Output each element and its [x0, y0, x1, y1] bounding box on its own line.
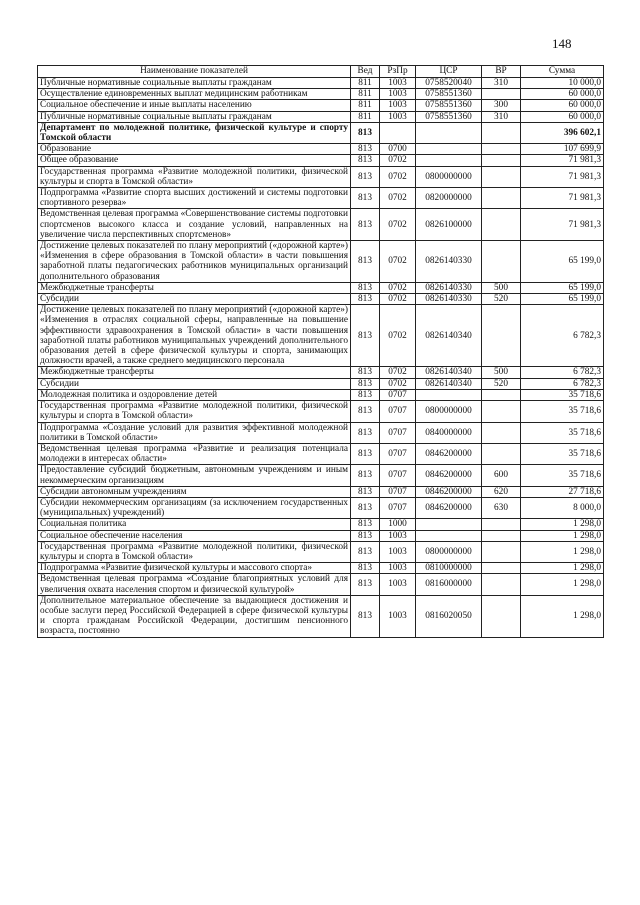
cell-ved: 813 [351, 541, 380, 562]
cell-name: Молодежная политика и оздоровление детей [38, 389, 351, 400]
cell-csr [416, 122, 482, 143]
cell-vr [482, 122, 521, 143]
cell-vr: 630 [482, 497, 521, 518]
cell-vr [482, 166, 521, 187]
cell-name: Предоставление субсидий бюджетным, автономным учреждениям и иным некоммерческим организациям [38, 465, 351, 486]
cell-name: Государственная программа «Развитие молодежной политики, физической культуры и спорта в Томской области» [38, 401, 351, 422]
table-row [38, 541, 604, 562]
table-row [38, 111, 604, 122]
cell-csr: 0758551360 [416, 89, 482, 100]
table-row [38, 241, 604, 283]
table-row [38, 305, 604, 367]
cell-rzpr: 1003 [380, 100, 416, 111]
cell-csr: 0826140340 [416, 378, 482, 389]
table-row [38, 563, 604, 574]
cell-rzpr: 0702 [380, 188, 416, 209]
cell-vr: 300 [482, 100, 521, 111]
cell-name: Ведомственная целевая программа «Создание благоприятных условий для увеличения охвата населения спортом и физической культурой» [38, 574, 351, 595]
cell-rzpr: 1003 [380, 595, 416, 637]
cell-ved: 813 [351, 401, 380, 422]
cell-sum: 35 718,6 [521, 401, 604, 422]
table-header-row [38, 66, 604, 78]
cell-vr [482, 144, 521, 155]
cell-ved: 813 [351, 497, 380, 518]
cell-rzpr: 0707 [380, 486, 416, 497]
cell-sum: 10 000,0 [521, 78, 604, 89]
cell-sum: 35 718,6 [521, 465, 604, 486]
cell-sum: 35 718,6 [521, 443, 604, 464]
cell-name: Департамент по молодежной политике, физической культуре и спорту Томской области [38, 122, 351, 143]
cell-rzpr: 0702 [380, 305, 416, 367]
cell-csr: 0846200000 [416, 486, 482, 497]
cell-rzpr: 0702 [380, 155, 416, 166]
cell-name: Ведомственная целевая программа «Совершенствование системы подготовки спортсменов высокого класса и создание условий, направленных на увеличение числа перспективных спортсменов» [38, 209, 351, 241]
cell-vr: 520 [482, 378, 521, 389]
cell-ved: 813 [351, 563, 380, 574]
header-name: Наименование показателей [38, 66, 351, 78]
cell-ved: 813 [351, 519, 380, 530]
cell-rzpr: 1003 [380, 574, 416, 595]
cell-sum: 35 718,6 [521, 389, 604, 400]
cell-vr [482, 188, 521, 209]
cell-rzpr: 0707 [380, 497, 416, 518]
cell-sum: 107 699,9 [521, 144, 604, 155]
cell-csr: 0758551360 [416, 111, 482, 122]
cell-rzpr: 1003 [380, 89, 416, 100]
cell-csr: 0826140330 [416, 294, 482, 305]
cell-name: Социальное обеспечение и иные выплаты населению [38, 100, 351, 111]
table-row [38, 465, 604, 486]
cell-rzpr: 1003 [380, 530, 416, 541]
cell-rzpr: 1003 [380, 111, 416, 122]
cell-name: Межбюджетные трансферты [38, 282, 351, 293]
cell-sum: 1 298,0 [521, 519, 604, 530]
cell-name: Социальное обеспечение населения [38, 530, 351, 541]
cell-csr: 0846200000 [416, 443, 482, 464]
cell-csr: 0800000000 [416, 401, 482, 422]
cell-sum: 6 782,3 [521, 378, 604, 389]
cell-vr: 620 [482, 486, 521, 497]
table-row [38, 166, 604, 187]
cell-vr [482, 574, 521, 595]
cell-name: Подпрограмма «Развитие физической культуры и массового спорта» [38, 563, 351, 574]
cell-ved: 813 [351, 443, 380, 464]
table-row [38, 282, 604, 293]
cell-rzpr: 0702 [380, 294, 416, 305]
cell-csr [416, 519, 482, 530]
cell-name: Субсидии некоммерческим организациям (за исключением государственных (муниципальных) учреждений) [38, 497, 351, 518]
table-row [38, 89, 604, 100]
cell-csr: 0758520040 [416, 78, 482, 89]
cell-rzpr: 0702 [380, 282, 416, 293]
cell-sum: 1 298,0 [521, 563, 604, 574]
cell-vr [482, 155, 521, 166]
header-csr: ЦСР [416, 66, 482, 78]
table-row [38, 486, 604, 497]
cell-rzpr: 0707 [380, 465, 416, 486]
cell-sum: 65 199,0 [521, 294, 604, 305]
cell-csr: 0826140330 [416, 241, 482, 283]
cell-ved: 811 [351, 100, 380, 111]
cell-rzpr: 0707 [380, 422, 416, 443]
cell-name: Публичные нормативные социальные выплаты гражданам [38, 111, 351, 122]
cell-ved: 813 [351, 155, 380, 166]
cell-ved: 813 [351, 574, 380, 595]
cell-ved: 813 [351, 389, 380, 400]
table-row [38, 497, 604, 518]
cell-vr: 310 [482, 78, 521, 89]
cell-vr: 500 [482, 367, 521, 378]
cell-ved: 813 [351, 282, 380, 293]
cell-vr [482, 519, 521, 530]
cell-sum: 35 718,6 [521, 422, 604, 443]
cell-rzpr: 1003 [380, 78, 416, 89]
cell-name: Дополнительное материальное обеспечение за выдающиеся достижения и особые заслуги перед Российской Федерацией в сфере физической культуры и спорта гражданам Российской Федерации, достигшим пенсионного возраста, постоянно [38, 595, 351, 637]
cell-vr [482, 595, 521, 637]
cell-rzpr [380, 122, 416, 143]
table-row [38, 78, 604, 89]
cell-vr [482, 541, 521, 562]
cell-ved: 813 [351, 305, 380, 367]
cell-name: Государственная программа «Развитие молодежной политики, физической культуры и спорта в Томской области» [38, 541, 351, 562]
cell-vr [482, 89, 521, 100]
table-row [38, 401, 604, 422]
cell-sum: 6 782,3 [521, 367, 604, 378]
budget-table [37, 65, 604, 638]
cell-rzpr: 0702 [380, 209, 416, 241]
table-row [38, 294, 604, 305]
cell-sum: 60 000,0 [521, 111, 604, 122]
cell-csr: 0846200000 [416, 497, 482, 518]
cell-ved: 813 [351, 122, 380, 143]
cell-csr: 0846200000 [416, 465, 482, 486]
cell-ved: 813 [351, 294, 380, 305]
cell-ved: 813 [351, 530, 380, 541]
cell-rzpr: 0707 [380, 401, 416, 422]
table-row [38, 530, 604, 541]
cell-name: Общее образование [38, 155, 351, 166]
cell-rzpr: 0702 [380, 166, 416, 187]
cell-csr: 0820000000 [416, 188, 482, 209]
cell-csr: 0816000000 [416, 574, 482, 595]
cell-name: Межбюджетные трансферты [38, 367, 351, 378]
cell-ved: 813 [351, 241, 380, 283]
cell-name: Социальная политика [38, 519, 351, 530]
header-ved: Вед [351, 66, 380, 78]
cell-rzpr: 0707 [380, 443, 416, 464]
cell-ved: 811 [351, 111, 380, 122]
cell-name: Субсидии [38, 378, 351, 389]
cell-csr: 0810000000 [416, 563, 482, 574]
cell-vr [482, 209, 521, 241]
cell-vr [482, 305, 521, 367]
cell-name: Достижение целевых показателей по плану мероприятий («дорожной карте») «Изменения в отраслях социальной сферы, направленные на повышение эффективности здравоохранения в Томской области» в части повышения заработной платы работников муниципальных учреждений дополнительного образования детей в сфере физической культуры и спорта, занимающих должности врачей, а также среднего медицинского персонала [38, 305, 351, 367]
table-row [38, 574, 604, 595]
cell-vr [482, 530, 521, 541]
cell-name: Субсидии [38, 294, 351, 305]
table-row [38, 389, 604, 400]
cell-ved: 813 [351, 378, 380, 389]
cell-csr: 0840000000 [416, 422, 482, 443]
cell-name: Подпрограмма «Создание условий для развития эффективной молодежной политики в Томской области» [38, 422, 351, 443]
cell-csr: 0816020050 [416, 595, 482, 637]
table-row [38, 367, 604, 378]
cell-ved: 813 [351, 188, 380, 209]
cell-ved: 811 [351, 89, 380, 100]
header-sum: Сумма [521, 66, 604, 78]
cell-name: Ведомственная целевая программа «Развитие и реализация потенциала молодежи в интересах области» [38, 443, 351, 464]
cell-ved: 813 [351, 144, 380, 155]
page-number: 148 [552, 36, 572, 51]
cell-vr [482, 422, 521, 443]
table-row [38, 595, 604, 637]
header-vr: ВР [482, 66, 521, 78]
cell-sum: 1 298,0 [521, 595, 604, 637]
cell-rzpr: 0700 [380, 144, 416, 155]
table-row [38, 422, 604, 443]
header-rzpr: РзПр [380, 66, 416, 78]
table-row [38, 100, 604, 111]
table-row [38, 188, 604, 209]
cell-sum: 1 298,0 [521, 541, 604, 562]
cell-vr [482, 389, 521, 400]
cell-csr [416, 144, 482, 155]
cell-rzpr: 1003 [380, 563, 416, 574]
cell-sum: 60 000,0 [521, 89, 604, 100]
cell-sum: 396 602,1 [521, 122, 604, 143]
cell-vr [482, 443, 521, 464]
cell-sum: 60 000,0 [521, 100, 604, 111]
cell-sum: 71 981,3 [521, 209, 604, 241]
cell-name: Осуществление единовременных выплат медицинским работникам [38, 89, 351, 100]
cell-name: Образование [38, 144, 351, 155]
cell-rzpr: 0702 [380, 367, 416, 378]
cell-rzpr: 0707 [380, 389, 416, 400]
cell-sum: 6 782,3 [521, 305, 604, 367]
cell-name: Государственная программа «Развитие молодежной политики, физической культуры и спорта в Томской области» [38, 166, 351, 187]
cell-ved: 811 [351, 78, 380, 89]
cell-vr: 600 [482, 465, 521, 486]
cell-vr: 310 [482, 111, 521, 122]
cell-rzpr: 1003 [380, 541, 416, 562]
cell-rzpr: 0702 [380, 378, 416, 389]
cell-csr [416, 389, 482, 400]
cell-rzpr: 0702 [380, 241, 416, 283]
cell-csr [416, 155, 482, 166]
table-row [38, 519, 604, 530]
table-row [38, 155, 604, 166]
cell-sum: 27 718,6 [521, 486, 604, 497]
cell-csr: 0826140330 [416, 282, 482, 293]
cell-vr [482, 241, 521, 283]
cell-ved: 813 [351, 166, 380, 187]
cell-rzpr: 1000 [380, 519, 416, 530]
cell-sum: 1 298,0 [521, 574, 604, 595]
cell-csr: 0800000000 [416, 541, 482, 562]
cell-csr: 0826140340 [416, 305, 482, 367]
cell-vr [482, 563, 521, 574]
cell-ved: 813 [351, 367, 380, 378]
cell-ved: 813 [351, 422, 380, 443]
cell-ved: 813 [351, 209, 380, 241]
table-row [38, 144, 604, 155]
cell-sum: 1 298,0 [521, 530, 604, 541]
cell-name: Достижение целевых показателей по плану мероприятий («дорожной карте») «Изменения в сфере образования в Томской области» в части повышения заработной платы педагогических работников муниципальных организаций дополнительного образования [38, 241, 351, 283]
cell-vr: 520 [482, 294, 521, 305]
table-row [38, 209, 604, 241]
cell-ved: 813 [351, 486, 380, 497]
cell-csr: 0800000000 [416, 166, 482, 187]
cell-name: Публичные нормативные социальные выплаты гражданам [38, 78, 351, 89]
cell-sum: 71 981,3 [521, 188, 604, 209]
cell-sum: 71 981,3 [521, 166, 604, 187]
cell-name: Подпрограмма «Развитие спорта высших достижений и системы подготовки спортивного резерва» [38, 188, 351, 209]
cell-ved: 813 [351, 465, 380, 486]
cell-sum: 8 000,0 [521, 497, 604, 518]
cell-csr: 0758551360 [416, 100, 482, 111]
cell-vr: 500 [482, 282, 521, 293]
table-row [38, 443, 604, 464]
cell-vr [482, 401, 521, 422]
cell-csr: 0826100000 [416, 209, 482, 241]
cell-csr: 0826140340 [416, 367, 482, 378]
cell-name: Субсидии автономным учреждениям [38, 486, 351, 497]
cell-sum: 65 199,0 [521, 282, 604, 293]
table-row [38, 378, 604, 389]
cell-sum: 71 981,3 [521, 155, 604, 166]
table-row [38, 122, 604, 143]
cell-csr [416, 530, 482, 541]
cell-ved: 813 [351, 595, 380, 637]
cell-sum: 65 199,0 [521, 241, 604, 283]
